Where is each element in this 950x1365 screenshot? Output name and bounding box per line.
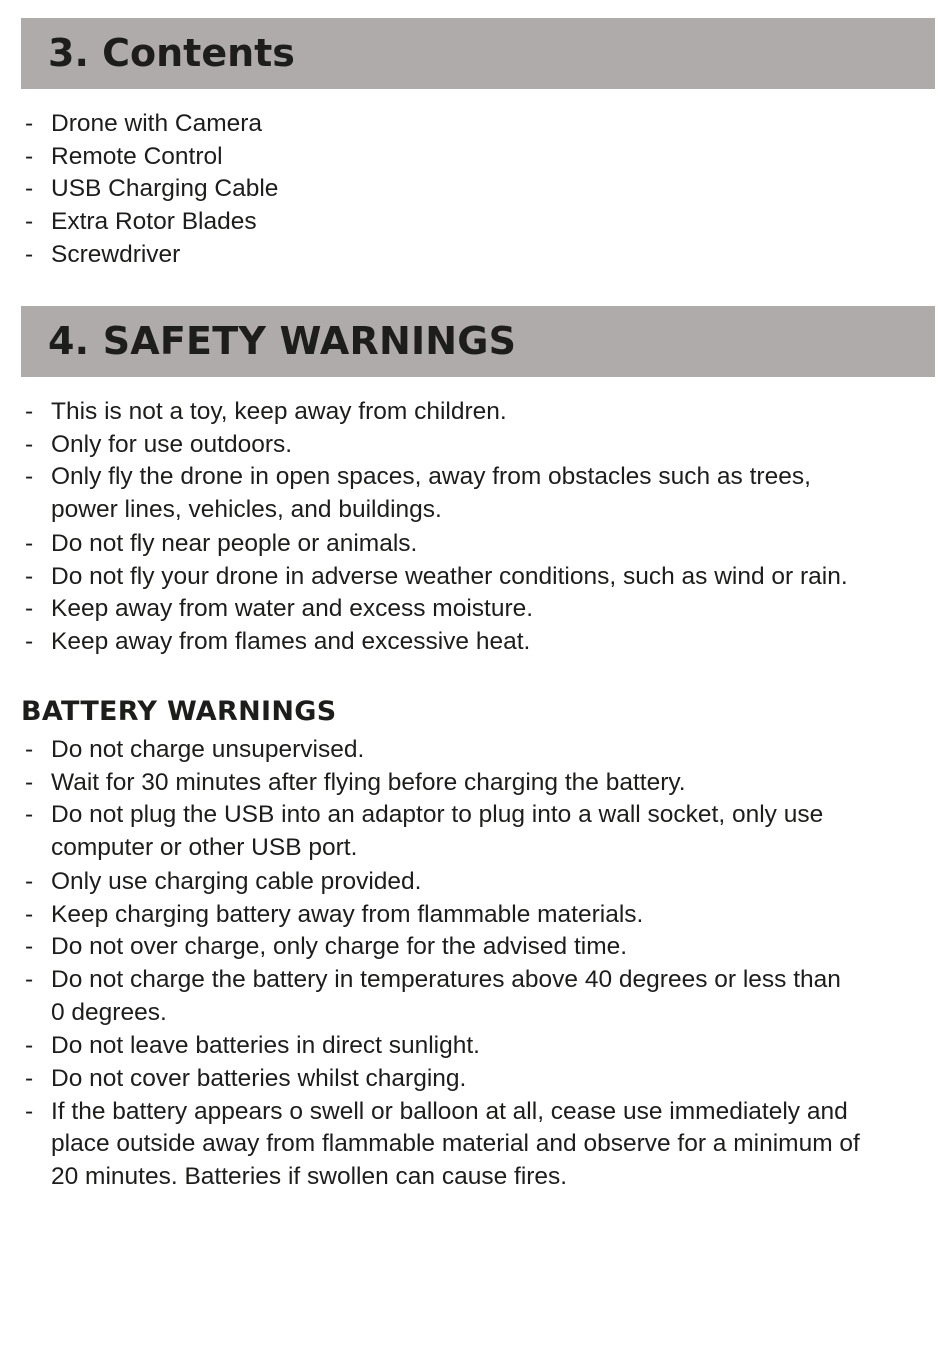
battery-warning-item	[0, 866, 950, 899]
list-item-text: Drone with Camera	[51, 110, 263, 137]
list-item-text: place outside away from flammable material and observe for a minimum of	[51, 1130, 860, 1158]
bullet-dash: -	[25, 529, 34, 557]
bullet-dash: -	[25, 965, 34, 993]
list-item-text: Do not charge the battery in temperatures above 40 degrees or less than	[51, 965, 841, 993]
bullet-dash: -	[25, 768, 34, 796]
list-item-text: Remote Control	[51, 142, 223, 170]
battery-warning-item	[0, 799, 950, 864]
bullet-dash: -	[25, 1097, 34, 1125]
list-item-text: computer or other USB port.	[51, 834, 358, 862]
battery-warning-item	[0, 931, 950, 964]
list-item-text: 20 minutes. Batteries if swollen can cause fires.	[51, 1163, 568, 1191]
battery-warnings-list	[0, 734, 950, 1195]
safety-warning-item	[0, 429, 950, 462]
list-item-text: Keep away from flames and excessive heat.	[51, 627, 531, 655]
list-item-text: Do not leave batteries in direct sunlight.	[51, 1032, 480, 1060]
safety-warning-item	[0, 593, 950, 626]
bullet-dash: -	[25, 736, 34, 763]
list-item-text: USB Charging Cable	[51, 175, 279, 203]
contents-section-header	[21, 18, 935, 89]
bullet-dash: -	[25, 801, 34, 829]
contents-item	[0, 206, 950, 239]
safety-warning-item	[0, 461, 950, 526]
list-item-text: Only for use outdoors.	[51, 430, 293, 458]
bullet-dash: -	[25, 933, 34, 961]
battery-warning-item	[0, 964, 950, 1029]
list-item-text: If the battery appears o swell or balloon at all, cease use immediately and	[51, 1097, 848, 1125]
contents-list	[0, 108, 950, 272]
bullet-dash: -	[25, 208, 34, 236]
list-item-text: Keep away from water and excess moisture.	[51, 595, 534, 623]
safety-heading: 4. SAFETY WARNINGS	[48, 319, 517, 363]
bullet-dash: -	[25, 142, 34, 170]
battery-warning-item	[0, 1096, 950, 1194]
contents-item	[0, 239, 950, 272]
bullet-dash: -	[25, 627, 34, 655]
list-item-text: Do not fly near people or animals.	[51, 529, 418, 557]
bullet-dash: -	[25, 175, 34, 203]
list-item-text: Do not plug the USB into an adaptor to plug into a wall socket, only use	[51, 801, 824, 829]
bullet-dash: -	[25, 900, 34, 928]
list-item-text: Only use charging cable provided.	[51, 867, 422, 895]
list-item-text: Only fly the drone in open spaces, away from obstacles such as trees,	[51, 463, 811, 491]
contents-item	[0, 173, 950, 206]
safety-warning-item	[0, 396, 950, 429]
list-item-text: Extra Rotor Blades	[51, 208, 257, 236]
bullet-dash: -	[25, 1032, 34, 1060]
safety-warning-item	[0, 561, 950, 594]
bullet-dash: -	[25, 867, 34, 895]
battery-heading: BATTERY WARNINGS	[21, 696, 337, 727]
list-item-text: 0 degrees.	[51, 998, 167, 1026]
list-item-text: power lines, vehicles, and buildings.	[51, 496, 442, 524]
bullet-dash: -	[25, 595, 34, 623]
list-item-text: Do not charge unsupervised.	[51, 736, 365, 763]
list-item-text: This is not a toy, keep away from children.	[51, 398, 507, 425]
safety-warnings-list	[0, 396, 950, 659]
contents-item	[0, 108, 950, 141]
bullet-dash: -	[25, 463, 34, 491]
list-item-text: Do not cover batteries whilst charging.	[51, 1065, 467, 1093]
bullet-dash: -	[25, 430, 34, 458]
list-item-text: Do not over charge, only charge for the advised time.	[51, 933, 628, 961]
battery-warning-item	[0, 734, 950, 767]
bullet-dash: -	[25, 1065, 34, 1093]
bullet-dash: -	[25, 398, 34, 425]
battery-warning-item	[0, 1030, 950, 1063]
safety-warning-item	[0, 626, 950, 659]
bullet-dash: -	[25, 240, 34, 268]
contents-heading: 3. Contents	[48, 31, 295, 75]
list-item-text: Do not fly your drone in adverse weather conditions, such as wind or rain.	[51, 562, 848, 590]
safety-warning-item	[0, 528, 950, 561]
bullet-dash: -	[25, 110, 34, 137]
battery-warning-item	[0, 1063, 950, 1096]
bullet-dash: -	[25, 562, 34, 590]
list-item-text: Wait for 30 minutes after flying before charging the battery.	[51, 768, 686, 796]
list-item-text: Screwdriver	[51, 240, 181, 268]
battery-warning-item	[0, 899, 950, 932]
list-item-text: Keep charging battery away from flammable materials.	[51, 900, 644, 928]
safety-section-header	[21, 306, 935, 377]
contents-item	[0, 141, 950, 174]
battery-warning-item	[0, 767, 950, 800]
